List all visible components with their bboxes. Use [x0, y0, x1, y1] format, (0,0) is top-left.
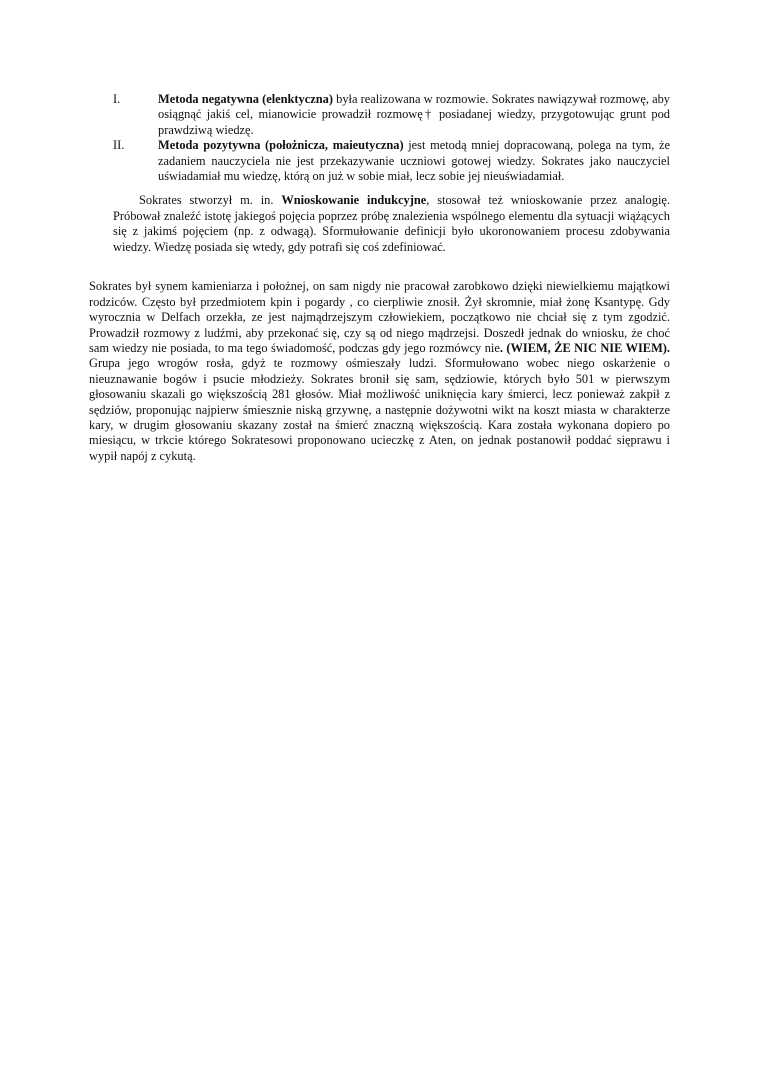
- list-numeral: I.: [113, 92, 121, 106]
- paragraph-text: Sokrates stworzył m. in.: [139, 193, 282, 208]
- famous-quote: . (WIEM, ŻE NIC NIE WIEM).: [499, 341, 670, 356]
- method-description: [158, 92, 670, 138]
- method-item-positive: [113, 138, 670, 184]
- method-item-negative: [113, 92, 670, 138]
- paragraph-text: Sokrates był synem kamieniarza i położnej, on sam nigdy nie pracował zarobkowo dzięki niewielkiemu majątkowi rodziców. Często był przedmiotem kpin i pogardy , co cierpliwie znosił. Żył skromnie, miał żonę Ksantypę. Gdy wyrocznia w Delfach orzekła, ze jest najmądrzejszym człowiekiem, początkowo nie chciał się z tym zgodzić. Prowadził rozmowy z ludźmi, aby przekonać się, czy są od niego mądrzejsi. Doszedł jednak do wniosku, że choć sam wiedzy nie posiada, to ma tego świadomość, podczas gdy jego rozmówcy nie: [89, 279, 670, 356]
- paragraph-text: , stosował też wnioskowanie przez analogię. Próbował znaleźć istotę jakiegoś pojęcia poprzez próbę znalezienia wspólnego elementu dla sytuacji wiążących się z jakimś pojęciem (np. z odwagą). Sformułowanie definicji było ukoronowaniem procesu zdobywania wiedzy. Wiedzę posiada się wtedy, gdy potrafi się coś zdefiniować.: [113, 193, 670, 254]
- method-term: Metoda pozytywna (położnicza, maieutyczna): [158, 138, 404, 153]
- induction-paragraph: [113, 193, 670, 255]
- biography-paragraph: [89, 279, 670, 464]
- method-term: Metoda negatywna (elenktyczna): [158, 92, 333, 106]
- method-text: była realizowana w rozmowie. Sokrates nawiązywał rozmowę, aby osiągnąć jakiś cel, mianowicie prowadził rozmowę† posiadanej wiedzy, przygotowując grunt pod prawdziwą wiedzę.: [158, 92, 671, 137]
- methods-list: [113, 92, 670, 184]
- list-numeral: II.: [113, 138, 125, 153]
- paragraph-text: Grupa jego wrogów rosła, gdyż te rozmowy ośmieszały ludzi. Sformułowano wobec niego oskarżenie o nieuznawanie bogów i psucie młodzieży. Sokrates bronił się sam, sędziowie, których było 501 w pierwszym głosowaniu skazali go większością 281 głosów. Miał możliwość uniknięcia kary śmierci, lecz ponieważ zakpił z sędziów, proponując najpierw śmiesznie niską grzywnę, a następnie dożywotni wikt na koszt miasta w charakterze kary, w drugim głosowaniu skazany został na śmierć znaczną większością. Kara została wykonana dopiero po miesiącu, w trkcie którego Sokratesowi proponowano ucieczkę z Aten, on jednak postanowił poddać sięprawu i wypił napój z cykutą.: [89, 356, 670, 463]
- method-text: jest metodą mniej dopracowaną, polega na tym, że zadaniem nauczyciela nie jest przekazywanie uczniowi gotowej wiedzy. Sokrates jako nauczyciel uświadamiał mu wiedzę, którą on już w sobie miał, lecz sobie jej nieuświadamiał.: [158, 138, 670, 184]
- method-description: [158, 138, 670, 184]
- induction-term: Wnioskowanie indukcyjne: [281, 193, 427, 208]
